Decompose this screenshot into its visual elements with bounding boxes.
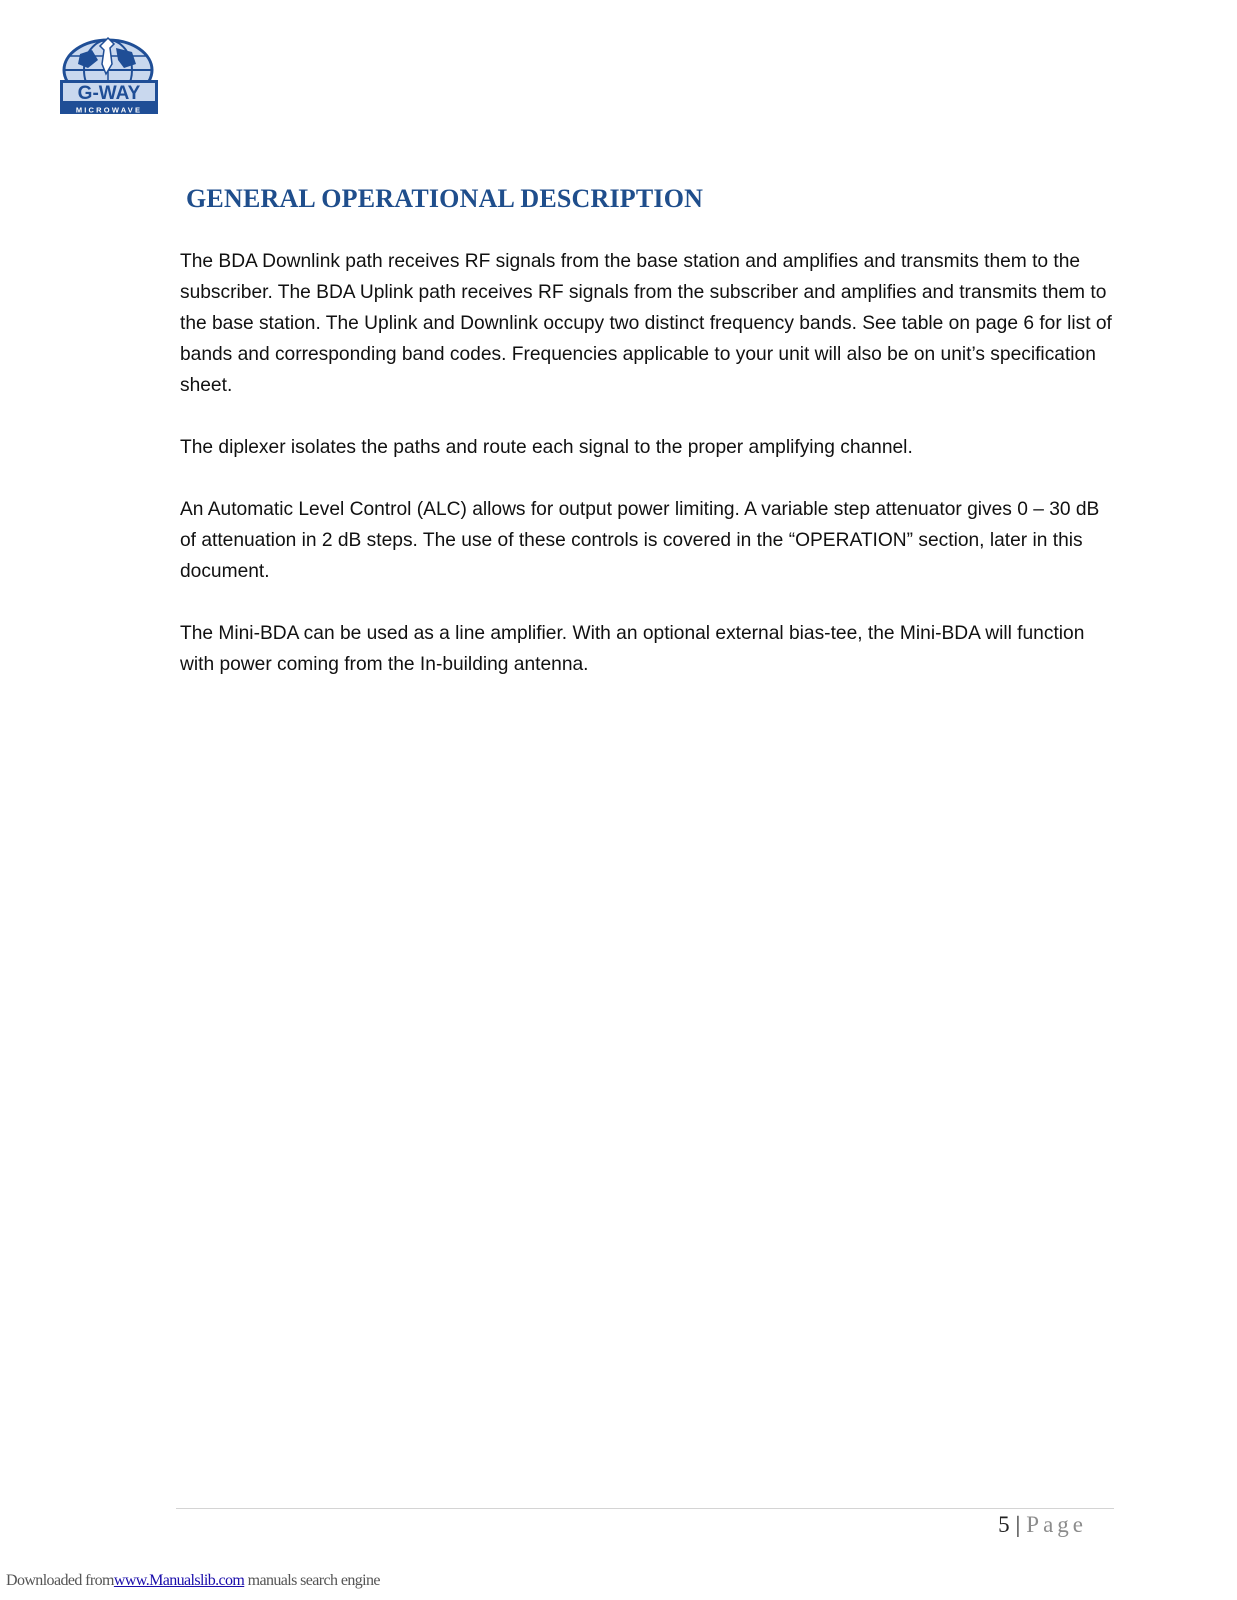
page-number-separator: |	[1015, 1512, 1021, 1537]
paragraph-diplexer: The diplexer isolates the paths and route each signal to the proper amplifying channel.	[180, 437, 913, 458]
paragraph-alc: An Automatic Level Control (ALC) allows for output power limiting. A variable step attenuator gives 0 – 30 dB of attenuation in 2 dB steps. The use of these controls is covered in the “OPERATION” section, later in this document.	[180, 499, 1100, 582]
g-way-microwave-logo	[58, 34, 162, 116]
page-number-value: 5	[998, 1512, 1010, 1537]
download-suffix: manuals search engine	[244, 1572, 380, 1589]
page-label: Page	[1026, 1512, 1087, 1537]
body-text	[180, 246, 1112, 711]
paragraph-line-amplifier: The Mini-BDA can be used as a line amplifier. With an optional external bias-tee, the Mini-BDA will function with power coming from the In-building antenna.	[180, 623, 1085, 675]
manualslib-link[interactable]: www.Manualslib.com	[113, 1572, 245, 1589]
svg-text:G-WAY: G-WAY	[77, 83, 141, 104]
svg-text:MICROWAVE: MICROWAVE	[75, 105, 143, 115]
paragraph-operational-overview: The BDA Downlink path receives RF signals from the base station and amplifies and transmits them to the subscriber. The BDA Uplink path receives RF signals from the subscriber and amplifies and transmits them to the base station. The Uplink and Downlink occupy two distinct frequency bands. See table on page 6 for list of bands and corresponding band codes. Frequencies applicable to your unit will also be on unit’s specification sheet.	[180, 251, 1112, 396]
footer-divider	[176, 1508, 1114, 1509]
download-source-footer	[6, 1572, 380, 1590]
section-heading: GENERAL OPERATIONAL DESCRIPTION	[186, 184, 704, 213]
page-number	[998, 1512, 1087, 1538]
globe-logo-icon	[58, 34, 162, 116]
download-prefix: Downloaded from	[6, 1572, 114, 1589]
